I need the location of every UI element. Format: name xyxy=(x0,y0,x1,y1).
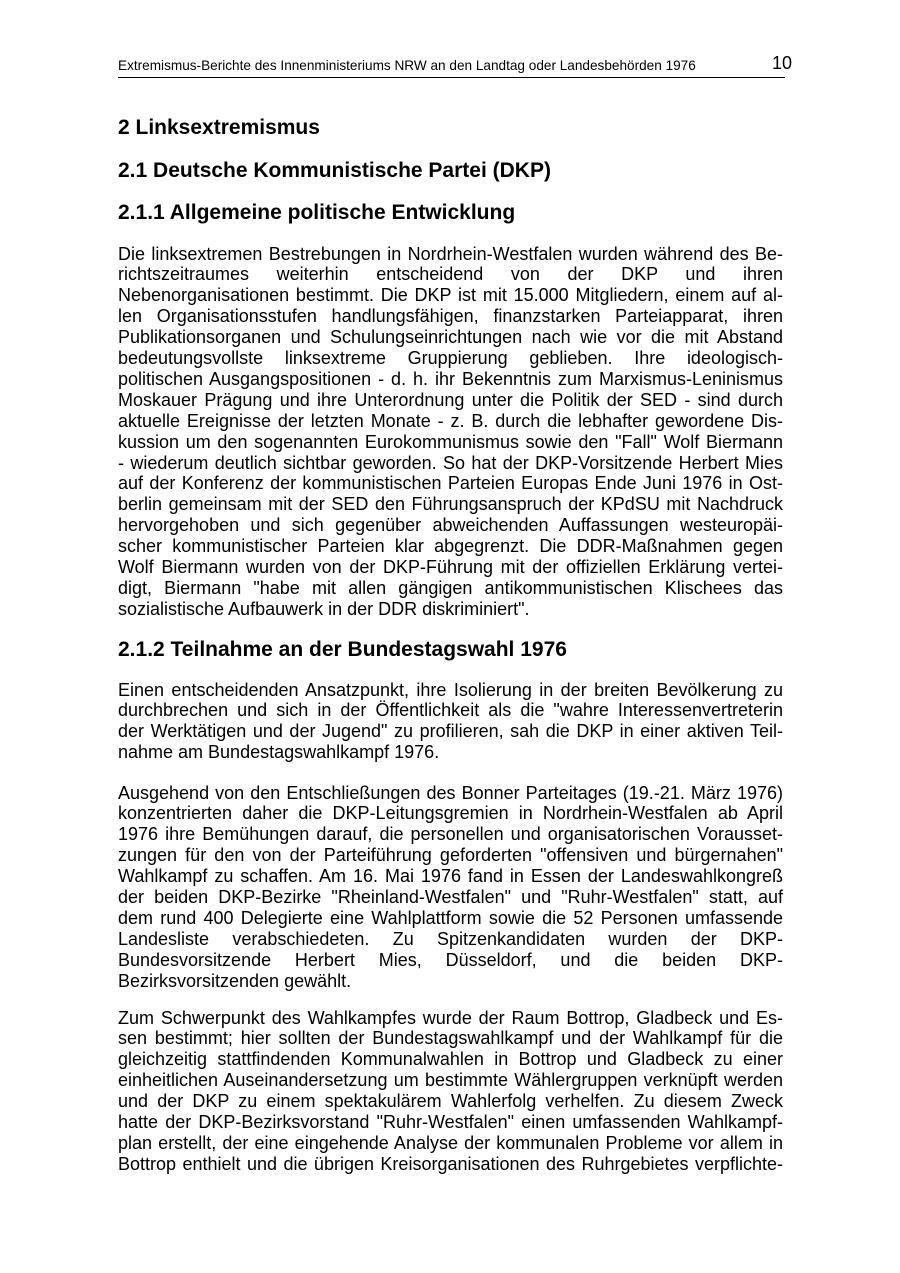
paragraph-campaign-focus xyxy=(118,1008,783,1175)
text-line: Bezirksvorsitzenden gewählt. xyxy=(118,970,352,991)
text-line: Wolf Biermann wurden von der DKP-Führung mit der offiziellen Erklärung vertei- xyxy=(118,557,783,578)
text-line: scher kommunistischer Parteien klar abgegrenzt. Die DDR-Maßnahmen gegen xyxy=(118,536,783,557)
text-line: Landesliste verabschiedeten. Zu Spitzenkandidaten wurden der DKP- xyxy=(118,928,783,949)
text-line: len Organisationsstufen handlungsfähigen, finanzstarken Parteiapparat, ihren xyxy=(118,306,783,327)
text-line: nahme am Bundestagswahlkampf 1976. xyxy=(118,742,440,763)
text-line: berlin gemeinsam mit der SED den Führungsanspruch der KPdSU mit Nachdruck xyxy=(118,494,783,515)
page-number: 10 xyxy=(771,53,792,73)
text-line: Publikationsorganen und Schulungseinrichtungen nach wie vor die mit Abstand xyxy=(118,327,783,348)
text-line: kussion um den sogenannten Eurokommunismus sowie den "Fall" Wolf Biermann xyxy=(118,431,783,452)
text-line: und der DKP zu einem spektakulärem Wahlerfolg verhelfen. Zu diesem Zweck xyxy=(118,1091,783,1112)
text-line: Moskauer Prägung und ihre Unterordnung unter die Politik der SED - sind durch xyxy=(118,389,783,410)
text-line: der beiden DKP-Bezirke "Rheinland-Westfalen" und "Ruhr-Westfalen" statt, auf xyxy=(118,887,783,908)
paragraph-political-development xyxy=(118,244,783,620)
text-line: der Werktätigen und der Jugend" zu profilieren, sah die DKP in einer aktiven Teil- xyxy=(118,721,783,742)
text-line: digt, Biermann "habe mit allen gängigen antikommunistischen Klischees das xyxy=(118,578,783,598)
text-line: Die linksextremen Bestrebungen in Nordrhein-Westfalen wurden während des Be- xyxy=(118,243,783,264)
paragraph-party-congress xyxy=(118,783,783,992)
text-line: zungen für den von der Parteiführung geforderten "offensiven und bürgernahen" xyxy=(118,845,783,866)
text-line: Ausgehend von den Entschließungen des Bonner Parteitages (19.-21. März 1976) xyxy=(118,782,783,803)
heading-section-2-1-1: 2.1.1 Allgemeine politische Entwicklung xyxy=(118,201,516,224)
text-line: Bottrop enthielt und die übrigen Kreisorganisationen des Ruhrgebietes verpflichte- xyxy=(118,1153,783,1174)
text-line: hatte der DKP-Bezirksvorstand "Ruhr-Westfalen" einen umfassenden Wahlkampf- xyxy=(118,1112,783,1133)
text-line: durchbrechen und sich in der Öffentlichkeit als die "wahre Interessenvertreterin xyxy=(118,700,783,721)
text-line: gleichzeitig stattfindenden Kommunalwahlen in Bottrop und Gladbeck zu einer xyxy=(118,1049,783,1070)
heading-section-2-1-2: 2.1.2 Teilnahme an der Bundestagswahl 1976 xyxy=(118,638,567,661)
text-line: aktuelle Ereignisse der letzten Monate - z. B. durch die lebhafter gewordene Dis- xyxy=(118,410,783,431)
header-rule xyxy=(118,77,785,78)
text-line: Wahlkampf zu schaffen. Am 16. Mai 1976 fand in Essen der Landeswahlkongreß xyxy=(118,866,783,887)
text-line: richtszeitraumes weiterhin entscheidend von der DKP und ihren xyxy=(118,264,783,285)
text-line: sen bestimmt; hier sollten der Bundestagswahlkampf und der Wahlkampf für die xyxy=(118,1028,783,1049)
text-line: dem rund 400 Delegierte eine Wahlplattform sowie die 52 Personen umfassende xyxy=(118,907,783,928)
text-line: - wiederum deutlich sichtbar geworden. So hat der DKP-Vorsitzende Herbert Mies xyxy=(118,452,783,473)
text-line: Bundesvorsitzende Herbert Mies, Düsseldorf, und die beiden DKP- xyxy=(118,949,783,970)
text-line: politischen Ausgangspositionen - d. h. ihr Bekenntnis zum Marxismus-Leninismus xyxy=(118,368,783,389)
text-line: konzentrierten daher die DKP-Leitungsgremien in Nordrhein-Westfalen ab April xyxy=(118,803,783,824)
text-line: Einen entscheidenden Ansatzpunkt, ihre Isolierung in der breiten Bevölkerung zu xyxy=(118,679,783,700)
text-line: Zum Schwerpunkt des Wahlkampfes wurde der Raum Bottrop, Gladbeck und Es- xyxy=(118,1007,783,1028)
text-line: bedeutungsvollste linksextreme Gruppierung geblieben. Ihre ideologisch- xyxy=(118,348,783,369)
text-line: Nebenorganisationen bestimmt. Die DKP ist mit 15.000 Mitgliedern, einem auf al- xyxy=(118,285,783,306)
text-line: hervorgehoben und sich gegenüber abweichenden Auffassungen westeuropäi- xyxy=(118,515,783,536)
text-line: einheitlichen Auseinandersetzung um bestimmte Wählergruppen verknüpft werden xyxy=(118,1070,783,1091)
text-line: auf der Konferenz der kommunistischen Parteien Europas Ende Juni 1976 in Ost- xyxy=(118,473,783,494)
text-line: plan erstellt, der eine eingehende Analyse der kommunalen Probleme vor allem in xyxy=(118,1132,783,1153)
heading-section-2-1: 2.1 Deutsche Kommunistische Partei (DKP) xyxy=(118,159,551,182)
text-line: 1976 ihre Bemühungen darauf, die personellen und organisatorischen Vorausset- xyxy=(118,824,783,845)
paragraph-election-intro xyxy=(118,680,783,764)
heading-section-2: 2 Linksextremismus xyxy=(118,116,320,139)
text-line: sozialistische Aufbauwerk in der DDR diskriminiert". xyxy=(118,598,530,619)
running-header-title: Extremismus-Berichte des Innenministeriums NRW an den Landtag oder Landesbehörden 1976 xyxy=(118,58,696,73)
